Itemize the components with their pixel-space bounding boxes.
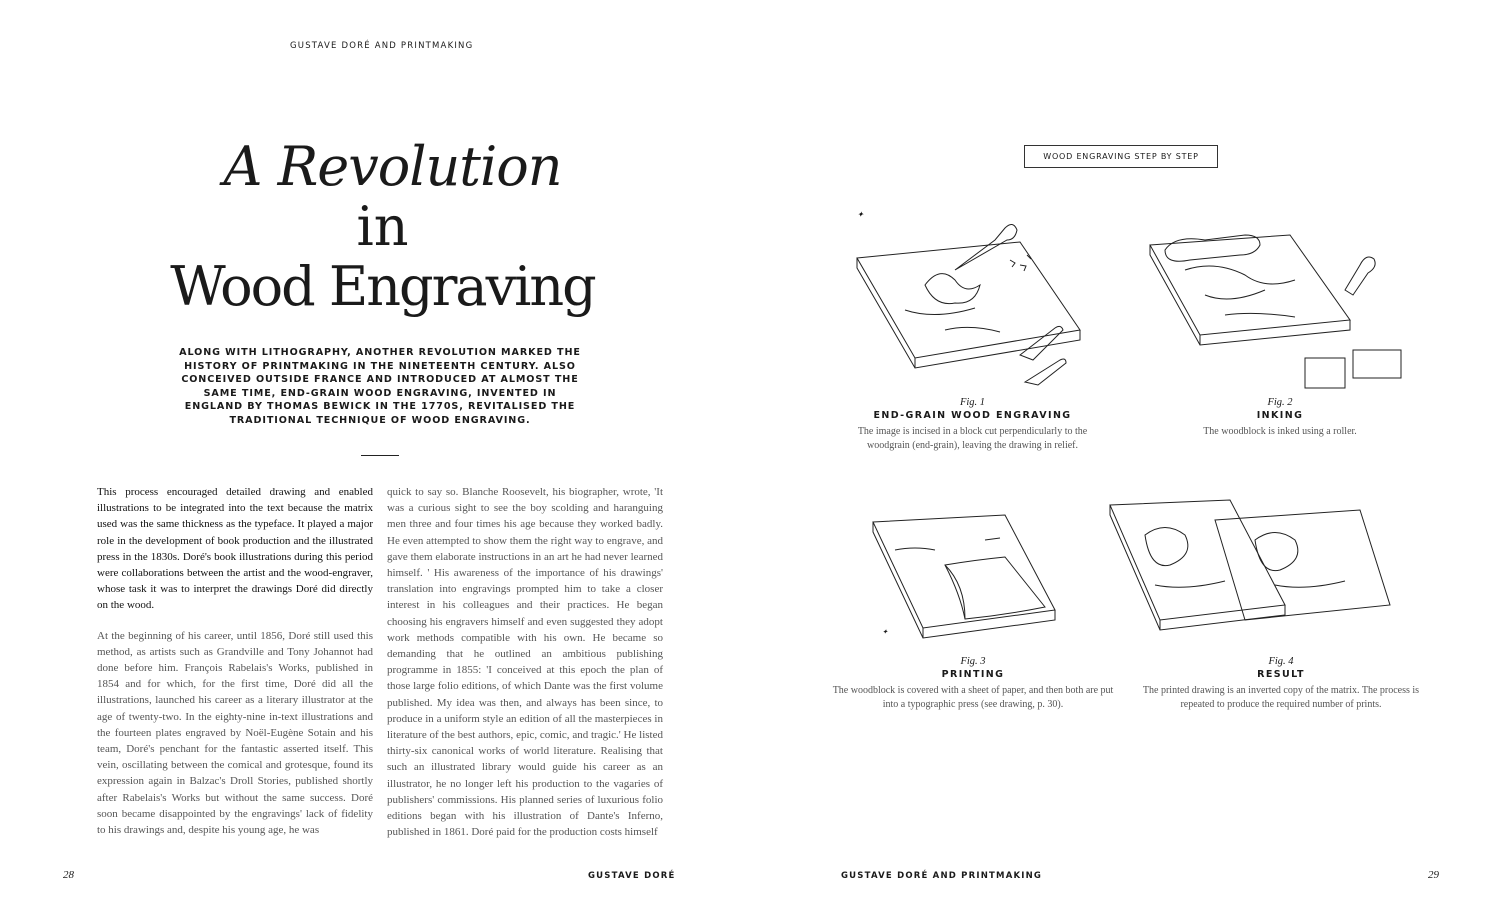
printed-sheet [1215, 510, 1390, 620]
figure-title: INKING [1256, 410, 1304, 421]
roller [1165, 235, 1260, 261]
fig2-illustration [1145, 210, 1415, 410]
woodblock-edge [857, 258, 1080, 368]
fig3-illustration [865, 510, 1095, 650]
figure-caption: The woodblock is inked using a roller. [1203, 426, 1357, 437]
ink-slab [1353, 350, 1401, 378]
paragraph: This process encouraged detailed drawing and enabled illustrations to be integrated into the text because the matrix used was the same thickness as the typeface. It played a major role in the development of book production and the illustrated press in the 1830s. Doré's book illustrations during this period were collaborations between the artist and the wood-engraver, whose task it was to interpret the drawings Doré did directly on the wood. [97, 486, 373, 612]
section-box-label: WOOD ENGRAVING STEP BY STEP [1024, 145, 1218, 168]
fig1-illustration [845, 210, 1110, 400]
figure-number: Fig. 1 [959, 397, 986, 408]
figure-number: Fig. 2 [1267, 397, 1293, 408]
figure-caption: The printed drawing is an inverted copy of the matrix. The process is repeated to produce the required number of prints. [1142, 685, 1420, 710]
footer-left: GUSTAVE DORÉ [588, 871, 676, 881]
text-column-1 [97, 484, 373, 852]
paragraph: quick to say so. Blanche Roosevelt, his biographer, wrote, 'It was a curious sight to see the boy scolding and haranguing men three and four times his age because they worked badly. He even attempted to show them the right way to engrave, and gave them elaborate instructions in an art he had never learned himself. ' His awareness of the importance of his drawings' translation into engravings prompted him to take a closer interest in his colleagues and their practices. He began choosing his engravers himself and even suggested they adopt work methods compatible with his own. He became so demanding that he outlined an ambitious publishing programme in 1855: 'I conceived at this epoch the plan of those large folio editions, of which Dante was the first volume published. My idea was then, and always has been since, to produce in a uniform style an edition of all the masterpieces in literature of the best authors, epic, comic, and tragic.' He listed thirty-six canonical works of world literature. Realising that such an illustrated library would guide his career as an illustrator, he no longer left his production to the vagaries of publishers' commissions. His planned series of luxurious folio editions began with his illustration of Dante's Inferno, published in 1861. Doré paid for the production costs himself [387, 486, 663, 839]
page-title [60, 135, 705, 318]
figure-caption: The woodblock is covered with a sheet of paper, and then both are put into a typographic press (see drawing, p. 30). [832, 685, 1114, 710]
figure-number: Fig. 4 [1268, 656, 1294, 667]
matrix-drawing [1145, 528, 1225, 588]
title-line-2: in [356, 195, 409, 258]
paragraph: At the beginning of his career, until 1856, Doré still used this method, as artists such as Grandville and Tony Johannot had done before him. François Rabelais's Works, published in 1854 and for which, for the first time, Doré did all the illustrations, launched his career as a literary illustrator at the age of twenty-two. In the eighty-nine in-text illustrations and the fourteen plates engraved by Noël-Eugène Sotain and his team, Doré's penchant for the fantastic asserted itself. This vein, oscillating between the comical and grotesque, found its expression again in Balzac's Droll Stories, published shortly after Rabelais's Works but without the same success. Doré soon became disappointed by the engravings' lack of fidelity to his drawings and, despite his young age, he was [97, 629, 373, 837]
woodblock-edge [1110, 505, 1285, 630]
roller-handle [1345, 257, 1375, 295]
paper-lines [895, 538, 1000, 550]
ink-tin [1305, 358, 1345, 388]
figure-2 [1160, 397, 1400, 439]
divider-rule [361, 455, 399, 456]
page-number-left: 28 [63, 869, 74, 881]
figure-3 [828, 656, 1118, 712]
figure-4 [1133, 656, 1429, 712]
plate-mark: ✦ [882, 628, 888, 636]
figure-title: PRINTING [941, 669, 1005, 680]
plate-mark: ✦ [857, 210, 864, 219]
woodblock [873, 515, 1055, 628]
intro-standfirst: ALONG WITH LITHOGRAPHY, ANOTHER REVOLUTION MARKED THE HISTORY OF PRINTMAKING IN THE NINETEENTH CENTURY. ALSO CONCEIVED OUTSIDE FRANCE AND INTRODUCED AT ALMOST THE SAME TIME, END-GRAIN WOOD ENGRAVING, INVENTED IN ENGLAND BY THOMAS BEWICK IN THE 1770S, REVITALISED THE TRADITIONAL TECHNIQUE OF WOOD ENGRAVING. [179, 347, 581, 426]
woodblock [1150, 235, 1350, 335]
fig4-illustration [1105, 495, 1395, 645]
figure-title: RESULT [1257, 669, 1305, 680]
print-drawing [1255, 533, 1345, 588]
burin-tool [1020, 326, 1066, 385]
ink-surface [1185, 266, 1295, 317]
title-line-3: Wood Engraving [170, 255, 595, 318]
woodblock [1110, 500, 1285, 620]
text-column-2 [387, 484, 663, 854]
paper-fold [945, 565, 965, 619]
running-head-left: GUSTAVE DORÉ AND PRINTMAKING [290, 41, 474, 51]
figure-number: Fig. 3 [960, 656, 986, 667]
figure-title: END-GRAIN WOOD ENGRAVING [873, 410, 1072, 421]
figure-1 [840, 397, 1105, 453]
footer-right: GUSTAVE DORÉ AND PRINTMAKING [841, 871, 1043, 881]
wood-chips [1010, 255, 1031, 271]
title-line-1: A Revolution [223, 135, 562, 198]
page-number-right: 29 [1428, 869, 1439, 881]
figure-caption: The image is incised in a block cut perpendicularly to the woodgrain (end-grain), leaving the drawing in relief. [857, 426, 1088, 451]
engraved-drawing [905, 274, 1000, 332]
